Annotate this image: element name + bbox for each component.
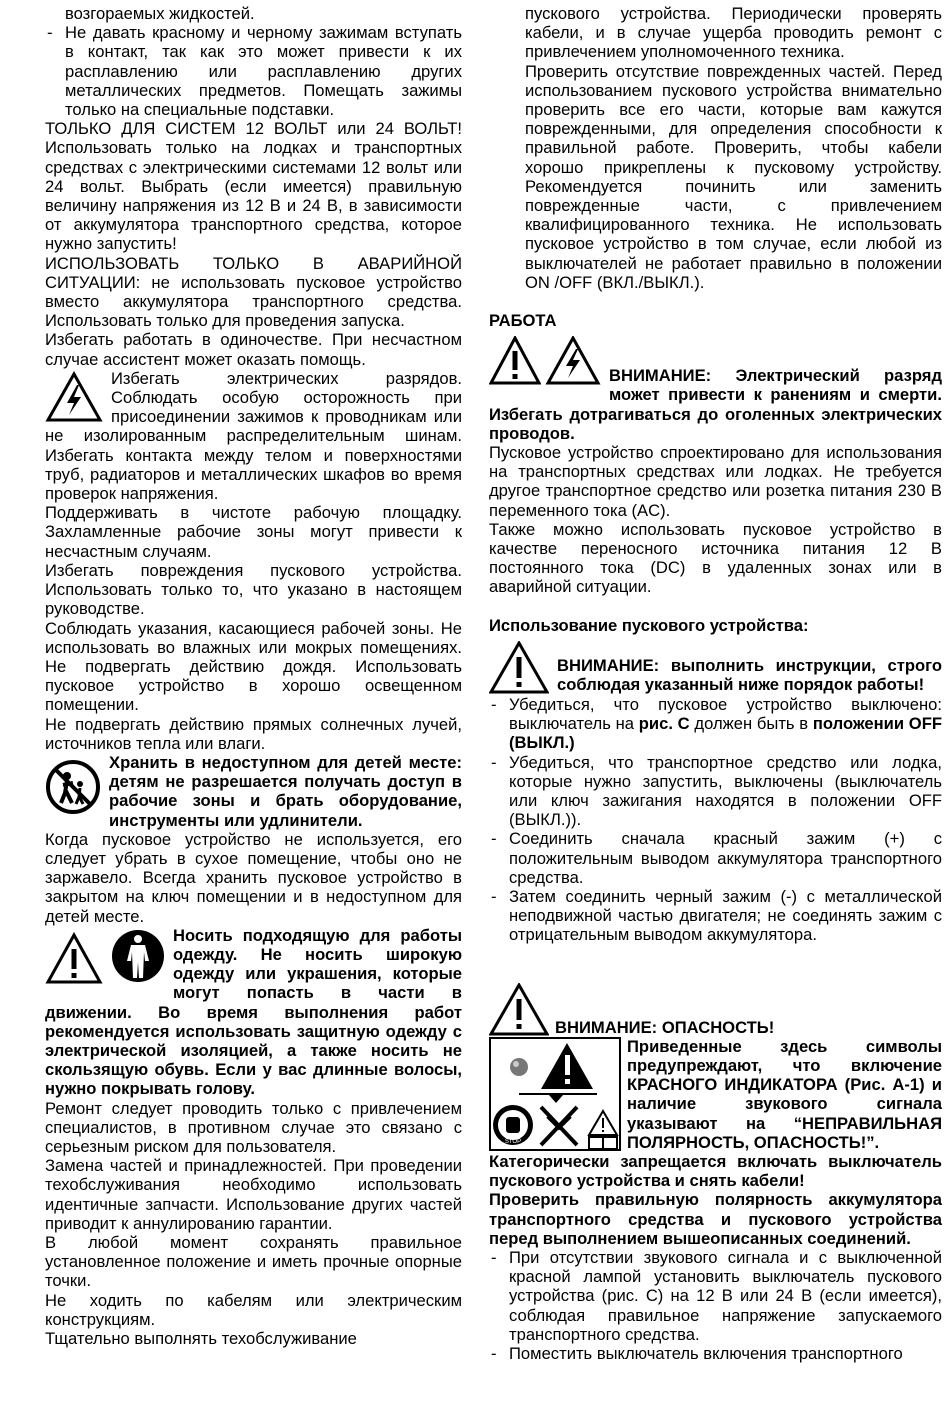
electric-hazard-icon [545, 336, 601, 386]
paragraph-bold: Проверить правильную полярность аккумулятора транспортного средства и пускового устройства перед выполнением вышеописанных соединений. [489, 1190, 942, 1248]
electric-danger-block [489, 336, 942, 443]
paragraph: Избегать работать в одиночестве. При несчастном случае ассистент может оказать помощь. [45, 330, 462, 369]
list-item: - Не давать красному и черному зажимам вступать в контакт, так как это может привести к их расплавлению или расплавлению других металлических предметов. Помещать зажимы только на специальные подставки. [45, 23, 462, 119]
paragraph: ИСПОЛЬЗОВАТЬ ТОЛЬКО В АВАРИЙНОЙ СИТУАЦИИ: не использовать пусковое устройство вместо аккумулятора транспортного средства. Использовать только для проведения запуска. [45, 253, 462, 331]
list-item-text: Убедиться, что пусковое устройство выключено: выключатель на [509, 694, 942, 734]
no-children-icon [45, 759, 101, 815]
section-heading-work: РАБОТА [489, 311, 557, 331]
polarity-danger-heading [489, 983, 942, 1037]
section-heading-use: Использование пускового устройства: [489, 615, 809, 635]
warning-triangle-icon [489, 336, 541, 386]
instructions-warning-block [489, 641, 942, 694]
list-item-bold: положении OFF (ВЫКЛ.) [509, 714, 942, 753]
paragraph: Пусковое устройство спроектировано для использования на транспортных средствах или лодках. Не требуется другое транспортное средство или розетка питания 230 В переменного тока (AC). [489, 443, 942, 520]
paragraph-bold: Хранить в недоступном для детей месте: детям не разрешается получать доступ в рабочие зоны и брать оборудование, инструменты или удлинители. [109, 752, 462, 830]
paragraph: ТОЛЬКО ДЛЯ СИСТЕМ 12 ВОЛЬТ или 24 ВОЛЬТ! Использовать только на лодках и транспортных средствах с электрическими системами 12 вольт или 24 вольт. Выбрать (если имеется) правильную величину напряжения из 12 В и 24 В, в зависимости от аккумулятора транспортного средства, которое нужно запустить! [45, 119, 462, 254]
list-item-text: должен быть в [689, 714, 813, 734]
list-item-bold: рис. С [638, 714, 690, 734]
list-item: - Затем соединить черный зажим (-) с металлической неподвижной частью двигателя; не соединять зажим с отрицательным выводом аккумулятора. [489, 887, 942, 945]
paragraph: Соблюдать указания, касающиеся рабочей зоны. Не использовать во влажных или мокрых помещениях. Не подвергать действию дождя. Использовать пусковое устройство в хорошо освещенном помещении. [45, 618, 462, 715]
paragraph: Проверить отсутствие поврежденных частей. Перед использованием пускового устройства внимательно проверить все его части, которые вам кажутся поврежденными, для определения способности к правильной работе. Проверить, чтобы кабели хорошо прикреплены к пусковому устройству. Рекомендуется починить или заменить поврежденные части, с привлечением квалифицированного техника. Не использовать пусковое устройство в том случае, если любой из выключателей не работает правильно в положении ON /OFF (ВКЛ./ВЫКЛ.). [525, 61, 942, 292]
paragraph-bold: Приведенные здесь символы предупреждают, что включение КРАСНОГО ИНДИКАТОРА (Рис. А-1) и наличие звукового сигнала указывают на “НЕПРАВИЛЬНАЯ ПОЛЯРНОСТЬ, ОПАСНОСТЬ!”. [627, 1036, 942, 1152]
left-column [45, 4, 462, 1348]
children-warning-block [45, 753, 462, 830]
electric-warning-block [45, 369, 462, 503]
paragraph: Когда пусковое устройство не используется, его следует убрать в сухое помещение, чтобы оно не заржавело. Всегда хранить пусковое устройство в закрытом на ключ помещении и в недоступном для детей месте. [45, 829, 462, 926]
paragraph: Тщательно выполнять техобслуживание [45, 1329, 357, 1349]
paragraph-bold: ВНИМАНИЕ: Электрический разряд может привести к ранениям и смерти. Избегать дотрагиваться до оголенных электрических проводов. [489, 366, 942, 443]
paragraph: Не ходить по кабелям или электрическим конструкциям. [45, 1290, 462, 1329]
paragraph: Избегать повреждения пускового устройства. Использовать только то, что указано в настоящем руководстве. [45, 560, 462, 619]
list-item: - Убедиться, что транспортное средство или лодка, которые нужно запустить, выключены (выключатель или ключ зажигания находятся в положении OFF (ВЫКЛ.)). [489, 753, 942, 830]
list-item [489, 695, 942, 753]
right-column [489, 4, 942, 1363]
paragraph-bold: Носить подходящую для работы одежду. Не носить широкую одежду или украшения, которые могут попасть в части в движении. Во время выполнения работ рекомендуется использовать защитную одежду с электрической изоляцией, а также носить не скользящую обувь. Если у вас длинные волосы, нужно покрывать голову. [45, 925, 462, 1099]
clothing-warning-block [45, 926, 462, 1099]
danger-heading: ВНИМАНИЕ: ОПАСНОСТЬ! [555, 1017, 775, 1037]
paragraph: Не подвергать действию прямых солнечных лучей, источников тепла или влаги. [45, 714, 462, 753]
paragraph-bold: Категорически запрещается включать выключатель пускового устройства и снять кабели! [489, 1151, 942, 1191]
paragraph: пускового устройства. Периодически проверять кабели, и в случае ущерба проводить ремонт с привлечением уполномоченного техника. [525, 4, 942, 62]
list-item: - Поместить выключатель включения транспортного [489, 1344, 942, 1363]
protective-clothing-icon [111, 928, 165, 984]
warning-triangle-icon [489, 641, 549, 695]
polarity-symbols-block [489, 1037, 942, 1152]
paragraph: Ремонт следует проводить только с привлечением специалистов, в противном случае это связано с серьезным риском для пользователя. [45, 1098, 462, 1156]
paragraph: Также можно использовать пусковое устройство в качестве переносного источника питания 12 В постоянного тока (DC) в удаленных зонах или в аварийной ситуации. [489, 519, 942, 597]
paragraph: Поддерживать в чистоте рабочую площадку. Захламленные рабочие зоны могут привести к несчастным случаям. [45, 503, 462, 561]
warning-triangle-icon [45, 932, 103, 986]
paragraph-bold: ВНИМАНИЕ: выполнить инструкции, строго соблюдая указанный ниже порядок работы! [557, 655, 942, 695]
stop-label: STOP [504, 1138, 522, 1145]
list-item: - При отсутствии звукового сигнала и с выключенной красной лампой установить выключатель пускового устройства (рис. С) на 12 В или 24 В (если имеется), соблюдая правильное напряжение запускаемого транспортного средства. [489, 1248, 942, 1344]
paragraph: возгораемых жидкостей. [65, 4, 255, 23]
paragraph: Замена частей и принадлежностей. При проведении техобслуживания необходимо использовать идентичные запчасти. Использование других частей приводит к аннулированию гарантии. [45, 1156, 462, 1233]
paragraph: В любой момент сохранять правильное установленное положение и иметь прочные опорные точки. [45, 1233, 462, 1291]
warning-triangle-icon [489, 983, 549, 1037]
electric-hazard-icon [45, 371, 103, 423]
polarity-warning-symbols-icon [489, 1037, 621, 1151]
list-item: - Соединить сначала красный зажим (+) с положительным выводом аккумулятора транспортного средства. [489, 829, 942, 887]
paragraph: Избегать электрических разрядов. Соблюдать особую осторожность при присоединении зажимов к проводникам или не изолированным распределительным шинам. Избегать контакта между телом и поверхностями труб, радиаторов и металлических шкафов во время проверок напряжения. [45, 368, 462, 504]
